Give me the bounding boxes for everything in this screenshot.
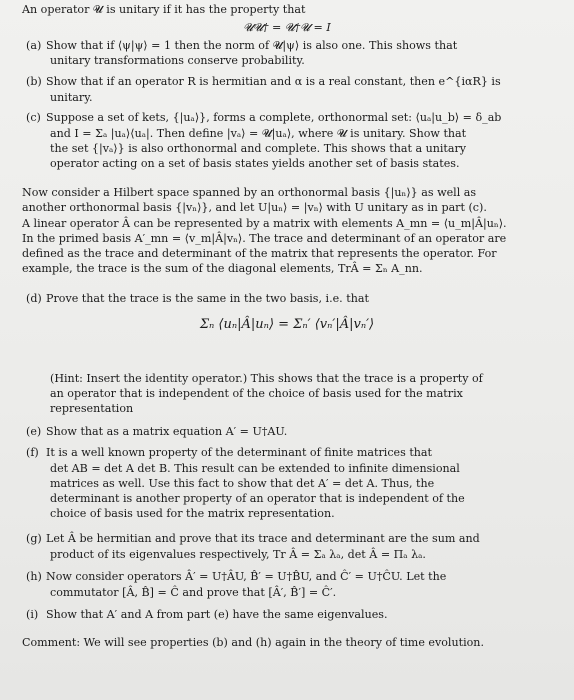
part-d-hint-2: an operator that is independent of the choice of basis used for the matrix	[50, 387, 463, 400]
part-a-text-2: unitary transformations conserve probability.	[50, 54, 305, 67]
part-d-hint-1: (Hint: Insert the identity operator.) This shows that the trace is a property of	[50, 372, 483, 385]
part-h-text-2: commutator [Â, B̂] = Ĉ and prove that [Â′, B̂′] = Ĉ′.	[50, 586, 337, 599]
part-d	[26, 292, 369, 307]
part-g-label: (g)	[26, 532, 42, 545]
part-c-text-4: operator acting on a set of basis states yields another set of basis states.	[50, 157, 460, 170]
part-i	[26, 608, 388, 623]
part-b-text-2: unitary.	[50, 91, 93, 104]
part-b	[26, 75, 501, 90]
part-h-text: Now consider operators Â′ = U†ÂU, B̂′ = U†B̂U, and Ĉ′ = U†ĈU. Let the	[46, 570, 447, 583]
trace-equation: Σₙ ⟨uₙ|Â|uₙ⟩ = Σₙ′ ⟨vₙ′|Â|vₙ′⟩	[199, 317, 375, 332]
comment-text: Comment: We will see properties (b) and (h) again in the theory of time evolution.	[22, 636, 484, 649]
part-f-label: (f)	[26, 446, 39, 459]
hilbert-text-4: In the primed basis A′_mn = ⟨v_m|Â|vₙ⟩. The trace and determinant of an operator are	[22, 232, 507, 245]
part-f-text-5: choice of basis used for the matrix representation.	[50, 507, 335, 520]
hilbert-text-6: example, the trace is the sum of the diagonal elements, TrÂ = Σₙ A_nn.	[22, 262, 423, 275]
part-g	[26, 532, 480, 547]
unitary-equation: 𝓤𝓤† = 𝓤†𝓤 = I	[243, 21, 331, 34]
part-c-text-3: the set {|vₐ⟩} is also orthonormal and complete. This shows that a unitary	[50, 142, 467, 155]
part-e-label: (e)	[26, 425, 42, 438]
part-d-text: Prove that the trace is the same in the two basis, i.e. that	[46, 292, 369, 305]
part-b-label: (b)	[26, 75, 42, 88]
part-g-text: Let Â be hermitian and prove that its trace and determinant are the sum and	[46, 532, 480, 545]
intro-text: An operator 𝓤 is unitary if it has the property that	[22, 3, 306, 16]
part-g-text-2: product of its eigenvalues respectively, Tr Â = Σₐ λₐ, det Â = Πₐ λₐ.	[50, 548, 426, 561]
part-i-text: Show that A′ and A from part (e) have the same eigenvalues.	[46, 608, 388, 621]
hilbert-text-5: defined as the trace and determinant of the matrix that represents the operator. For	[22, 247, 497, 260]
part-c-label: (c)	[26, 111, 41, 124]
part-d-label: (d)	[26, 292, 42, 305]
part-f	[26, 446, 432, 461]
hilbert-text-1: Now consider a Hilbert space spanned by an orthonormal basis {|uₙ⟩} as well as	[22, 186, 477, 199]
part-a-text: Show that if ⟨ψ|ψ⟩ = 1 then the norm of 𝓤|ψ⟩ is also one. This shows that	[46, 39, 458, 52]
part-f-text-3: matrices as well. Use this fact to show that det A′ = det A. Thus, the	[50, 477, 435, 490]
part-d-hint-3: representation	[50, 402, 134, 415]
part-c	[26, 111, 501, 126]
part-i-label: (i)	[26, 608, 39, 621]
part-f-text-4: determinant is another property of an operator that is independent of the	[50, 492, 465, 505]
hilbert-text-2: another orthonormal basis {|vₙ⟩}, and let U|uₙ⟩ = |vₙ⟩ with U unitary as in part (c).	[22, 201, 487, 214]
part-e	[26, 425, 287, 440]
part-e-text: Show that as a matrix equation A′ = U†AU.	[46, 425, 288, 438]
part-b-text: Show that if an operator R is hermitian and α is a real constant, then e^{iαR} is	[46, 75, 501, 88]
part-f-text-2: det AB = det A det B. This result can be extended to infinite dimensional	[50, 462, 460, 475]
part-h	[26, 570, 446, 585]
part-h-label: (h)	[26, 570, 42, 583]
part-c-text-2: and I = Σₐ |uₐ⟩⟨uₐ|. Then define |vₐ⟩ = 𝓤|uₐ⟩, where 𝓤 is unitary. Show that	[50, 127, 467, 140]
part-a	[26, 39, 457, 54]
part-a-label: (a)	[26, 39, 42, 52]
hilbert-text-3: A linear operator Â can be represented by a matrix with elements A_mn = ⟨u_m|Â|uₙ⟩.	[22, 217, 507, 230]
part-c-text: Suppose a set of kets, {|uₐ⟩}, forms a complete, orthonormal set: ⟨uₐ|u_b⟩ = δ_ab	[46, 111, 502, 124]
part-f-text: It is a well known property of the determinant of finite matrices that	[46, 446, 433, 459]
